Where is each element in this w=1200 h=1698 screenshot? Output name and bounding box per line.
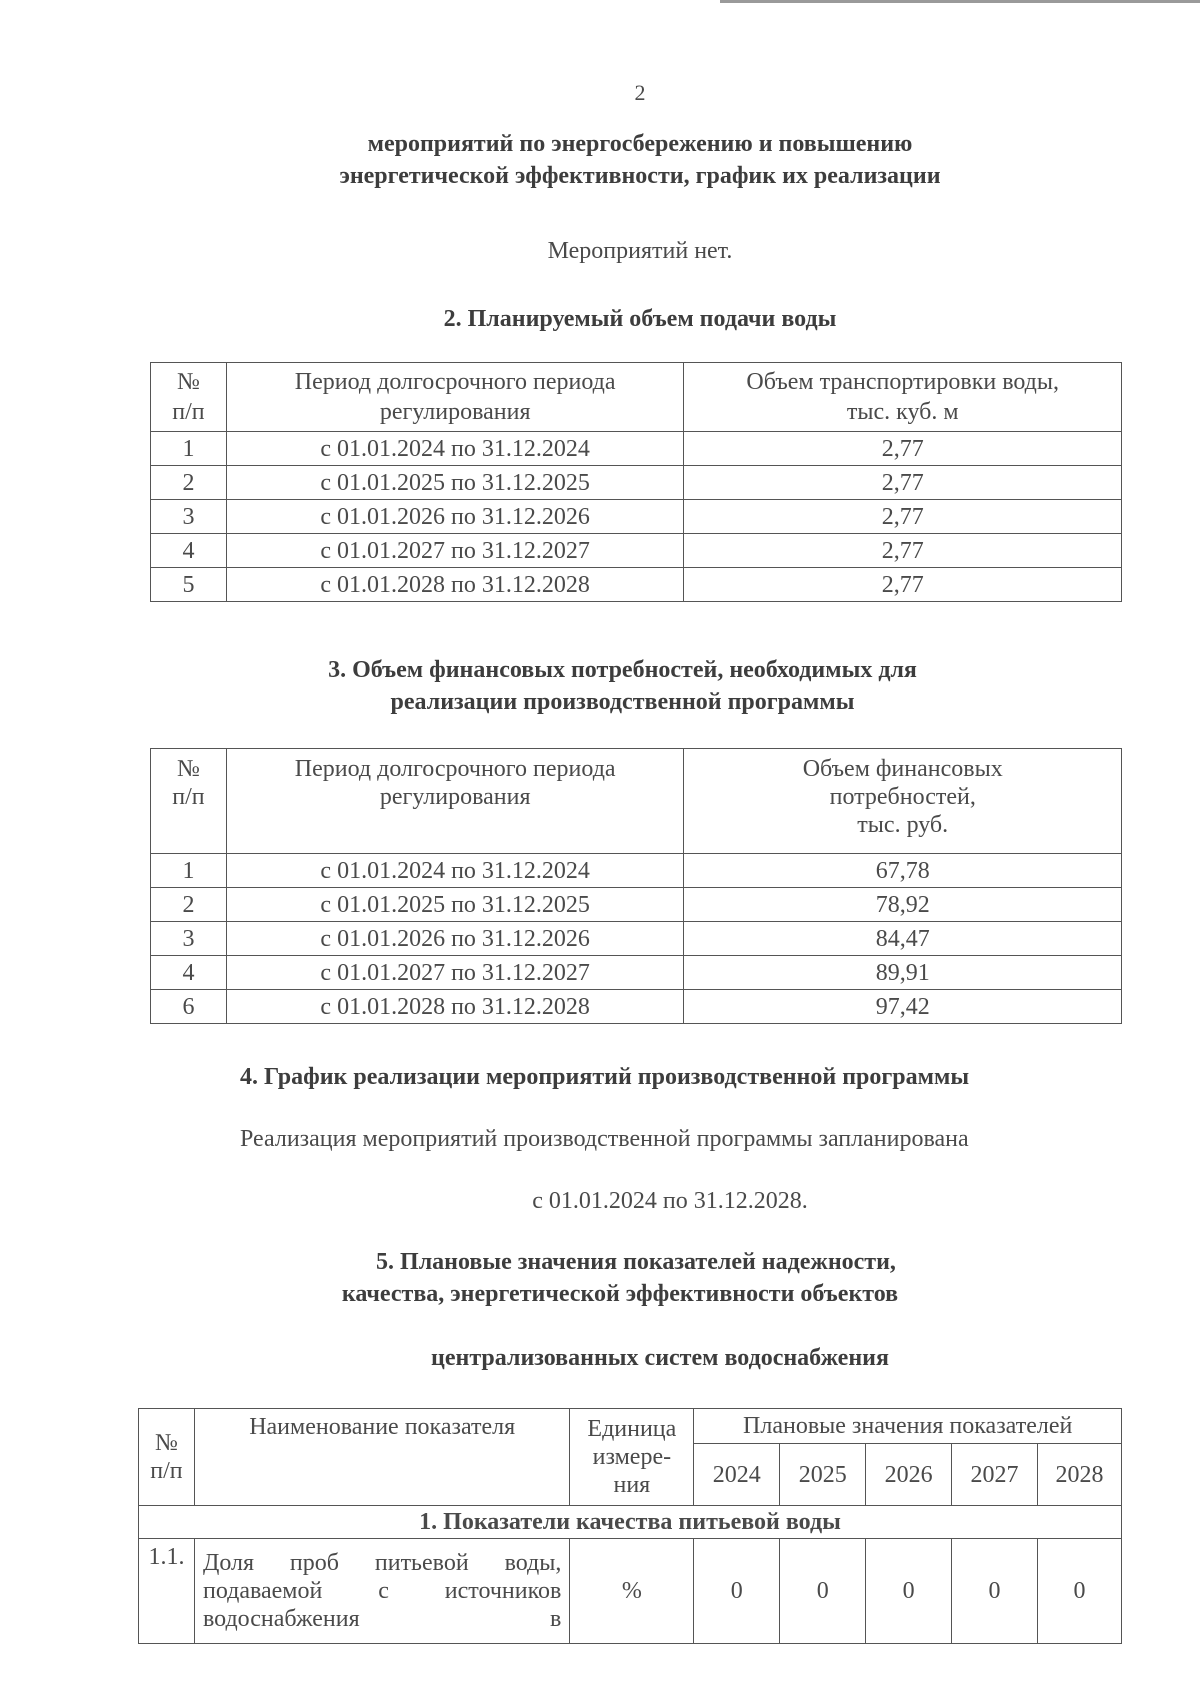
cell-period: с 01.01.2027 по 31.12.2027: [226, 956, 684, 990]
cell-value: 0: [694, 1539, 780, 1644]
table-header-row: [151, 749, 1122, 854]
header-period: [226, 749, 684, 854]
cell-num: 1.1.: [139, 1539, 195, 1644]
section4-text-line2: с 01.01.2024 по 31.12.2028.: [532, 1188, 808, 1214]
header-year: 2024: [694, 1444, 780, 1506]
cell-period: с 01.01.2025 по 31.12.2025: [226, 466, 683, 500]
header-fin-line3: тыс. руб.: [857, 812, 949, 838]
header-num-line2: п/п: [172, 784, 205, 810]
cell-value: 2,77: [684, 466, 1122, 500]
section3-title-line2: реализации производственной программы: [390, 689, 855, 715]
subsection-row: [139, 1506, 1122, 1539]
table-row: [151, 888, 1122, 922]
section5-title-line2: качества, энергетической эффективности объектов: [341, 1281, 899, 1307]
cell-value: 0: [866, 1539, 952, 1644]
indicators-table: [138, 1408, 1122, 1644]
section5-title-line1: 5. Плановые значения показателей надежности,: [376, 1249, 896, 1275]
cell-period: с 01.01.2026 по 31.12.2026: [226, 500, 683, 534]
table-row: [151, 956, 1122, 990]
header-financial: [684, 749, 1122, 854]
cell-value: 67,78: [684, 854, 1122, 888]
table-header-row: [151, 363, 1122, 432]
table-row: [151, 466, 1122, 500]
financial-needs-table: [150, 748, 1122, 1024]
page-number: 2: [634, 80, 646, 105]
cell-num: 4: [151, 956, 227, 990]
no-measures-text: Мероприятий нет.: [547, 238, 733, 264]
cell-value: 89,91: [684, 956, 1122, 990]
subsection-title: 1. Показатели качества питьевой воды: [139, 1506, 1122, 1539]
header-period: [226, 363, 683, 432]
cell-value: 0: [780, 1539, 866, 1644]
cell-period: с 01.01.2025 по 31.12.2025: [226, 888, 684, 922]
header-num-line2: п/п: [172, 399, 205, 425]
table-row: [151, 534, 1122, 568]
table-row: [139, 1539, 1122, 1644]
cell-value: 0: [1038, 1539, 1122, 1644]
header-num: [151, 363, 227, 432]
cell-period: с 01.01.2024 по 31.12.2024: [226, 854, 684, 888]
header-num-line1: №: [155, 1430, 178, 1456]
section4-title: 4. График реализации мероприятий производственной программы: [240, 1064, 970, 1090]
cell-period: с 01.01.2028 по 31.12.2028: [226, 568, 683, 602]
header-unit-line2: измере-: [592, 1444, 672, 1470]
section2-title: 2. Планируемый объем подачи воды: [443, 306, 837, 332]
section5-title: [0, 1246, 1200, 1310]
cell-unit: %: [570, 1539, 694, 1644]
header-period-line1: Период долгосрочного периода: [294, 756, 616, 782]
header-unit-line3: ния: [613, 1472, 651, 1498]
cell-period: с 01.01.2027 по 31.12.2027: [226, 534, 683, 568]
header-fin-line2: потребностей,: [829, 784, 976, 810]
cell-num: 1: [151, 432, 227, 466]
header-num-line2: п/п: [150, 1458, 183, 1484]
cell-num: 5: [151, 568, 227, 602]
cell-value: 84,47: [684, 922, 1122, 956]
header-fin-line1: Объем финансовых: [802, 756, 1003, 782]
header-period-line2: регулирования: [379, 399, 531, 425]
table-row: [151, 854, 1122, 888]
table-row: [151, 500, 1122, 534]
header-name: Наименование показателя: [194, 1409, 569, 1506]
header-period-line2: регулирования: [379, 784, 531, 810]
cell-value: 0: [952, 1539, 1038, 1644]
section3-title-line1: 3. Объем финансовых потребностей, необходимых для: [328, 657, 917, 683]
table-row: [151, 568, 1122, 602]
cell-period: с 01.01.2028 по 31.12.2028: [226, 990, 684, 1024]
section5-title-line3: централизованных систем водоснабжения: [431, 1345, 889, 1371]
header-year: 2028: [1038, 1444, 1122, 1506]
intro-heading-line1: мероприятий по энергосбережению и повышению: [367, 131, 913, 157]
cell-value: 2,77: [684, 500, 1122, 534]
intro-heading-line2: энергетической эффективности, график их реализации: [339, 163, 941, 189]
section4-text-line1: Реализация мероприятий производственной программы запланирована: [240, 1126, 969, 1152]
table-header-row: [139, 1409, 1122, 1444]
top-border-line: [720, 0, 1200, 3]
header-volume: [684, 363, 1122, 432]
cell-value: 2,77: [684, 432, 1122, 466]
table-row: [151, 990, 1122, 1024]
cell-num: 3: [151, 922, 227, 956]
indicator-name-line1: Доля проб питьевой воды,: [202, 1550, 562, 1576]
indicator-name-line2: подаваемой с источников: [202, 1578, 562, 1604]
header-num: [151, 749, 227, 854]
intro-heading: [0, 128, 1200, 192]
table-row: [151, 922, 1122, 956]
cell-value: 97,42: [684, 990, 1122, 1024]
table-row: [151, 432, 1122, 466]
header-num-line1: №: [177, 369, 200, 395]
header-unit-line1: Единица: [587, 1416, 677, 1442]
header-volume-line2: тыс. куб. м: [846, 399, 959, 425]
header-year: 2025: [780, 1444, 866, 1506]
cell-num: 4: [151, 534, 227, 568]
water-supply-table: [150, 362, 1122, 602]
cell-num: 2: [151, 888, 227, 922]
header-num: [139, 1409, 195, 1506]
cell-period: с 01.01.2024 по 31.12.2024: [226, 432, 683, 466]
header-volume-line1: Объем транспортировки воды,: [746, 369, 1060, 395]
header-num-line1: №: [177, 756, 200, 782]
header-year: 2027: [952, 1444, 1038, 1506]
cell-value: 2,77: [684, 568, 1122, 602]
cell-num: 1: [151, 854, 227, 888]
cell-value: 78,92: [684, 888, 1122, 922]
cell-num: 3: [151, 500, 227, 534]
section3-title: [0, 654, 1200, 718]
cell-num: 6: [151, 990, 227, 1024]
cell-value: 2,77: [684, 534, 1122, 568]
header-year: 2026: [866, 1444, 952, 1506]
indicator-name-line3: водоснабжения в: [202, 1606, 562, 1632]
header-planned-values: Плановые значения показателей: [694, 1409, 1122, 1444]
header-unit: [570, 1409, 694, 1506]
cell-period: с 01.01.2026 по 31.12.2026: [226, 922, 684, 956]
cell-indicator-name: [194, 1539, 569, 1644]
cell-num: 2: [151, 466, 227, 500]
header-period-line1: Период долгосрочного периода: [294, 369, 616, 395]
